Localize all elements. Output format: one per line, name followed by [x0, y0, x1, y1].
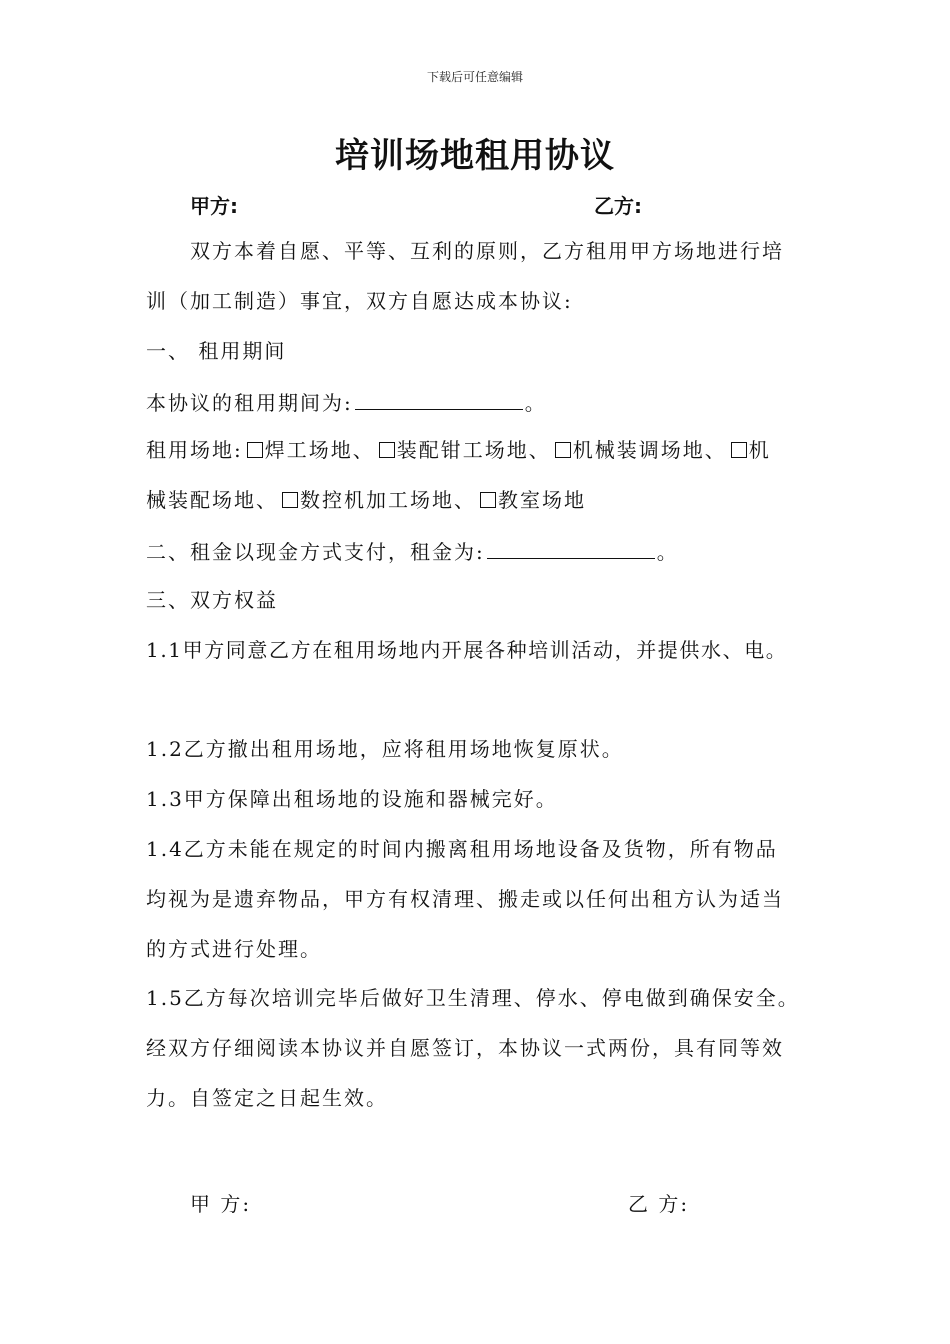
party-b-label: 乙方: — [594, 194, 642, 218]
clause-1-4-line-3: 的方式进行处理。 — [146, 937, 322, 961]
venue-mechanical-assembly-start: 机 — [748, 438, 771, 462]
rental-period-label: 本协议的租用期间为: — [146, 391, 353, 415]
signature-party-b: 乙 方: — [628, 1192, 690, 1216]
checkbox-icon — [731, 442, 747, 458]
venue-mechanical-assembly-end: 械装配场地、 — [146, 488, 278, 512]
clause-1-3: 1.3甲方保障出租场地的设施和器械完好。 — [146, 787, 558, 811]
rent-blank — [487, 540, 655, 559]
checkbox-icon — [555, 442, 571, 458]
venue-welding: 焊工场地、 — [264, 438, 375, 462]
closing-line-2: 力。自签定之日起生效。 — [146, 1086, 388, 1110]
checkbox-icon — [480, 492, 496, 508]
signature-party-a: 甲 方: — [190, 1192, 252, 1216]
venue-line-1 — [146, 440, 771, 460]
header-note: 下载后可任意编辑 — [426, 70, 523, 84]
clause-1-2: 1.2乙方撤出租用场地，应将租用场地恢复原状。 — [146, 737, 624, 761]
venue-cnc: 数控机加工场地、 — [300, 488, 476, 512]
checkbox-icon — [282, 492, 298, 508]
rental-period-end: 。 — [524, 391, 547, 415]
section-1-heading: 一、 租用期间 — [146, 339, 287, 363]
rent-end: 。 — [656, 540, 679, 564]
section-3-heading: 三、双方权益 — [146, 588, 278, 612]
checkbox-icon — [247, 442, 263, 458]
document-title: 培训场地租用协议 — [335, 136, 615, 176]
venue-classroom: 教室场地 — [498, 488, 586, 512]
rent-label: 二、租金以现金方式支付，租金为: — [146, 540, 485, 564]
venue-mechanical-adjust: 机械装调场地、 — [572, 438, 727, 462]
venue-line-2 — [146, 490, 586, 510]
checkbox-icon — [379, 442, 395, 458]
clause-1-4-line-2: 均视为是遗弃物品，甲方有权清理、搬走或以任何出租方认为适当 — [146, 887, 784, 911]
clause-1-4-line-1: 1.4乙方未能在规定的时间内搬离租用场地设备及货物，所有物品 — [146, 837, 778, 861]
party-a-label: 甲方: — [190, 194, 238, 218]
venue-fitter: 装配钳工场地、 — [396, 438, 551, 462]
rental-period-line — [146, 391, 547, 413]
intro-line-2: 训（加工制造）事宜，双方自愿达成本协议: — [146, 289, 573, 313]
clause-1-1: 1.1甲方同意乙方在租用场地内开展各种培训活动，并提供水、电。 — [146, 638, 788, 662]
venue-label: 租用场地: — [146, 438, 243, 462]
intro-line-1: 双方本着自愿、平等、互利的原则，乙方租用甲方场地进行培 — [190, 239, 784, 263]
rent-line — [146, 540, 679, 562]
clause-1-5: 1.5乙方每次培训完毕后做好卫生清理、停水、停电做到确保安全。 — [146, 986, 800, 1010]
rental-period-blank — [355, 391, 523, 410]
closing-line-1: 经双方仔细阅读本协议并自愿签订，本协议一式两份，具有同等效 — [146, 1036, 784, 1060]
